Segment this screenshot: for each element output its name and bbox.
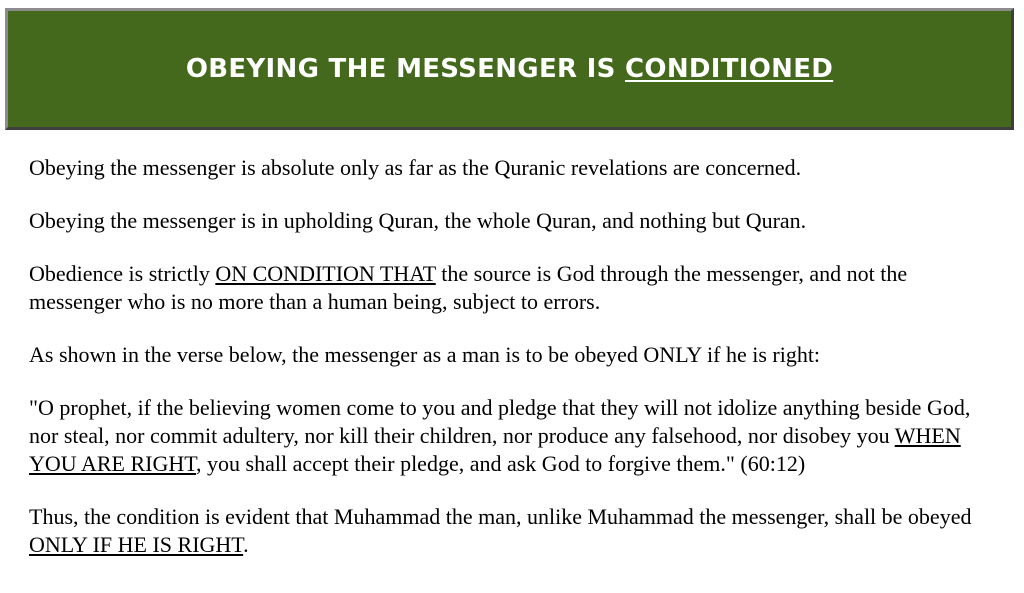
paragraph-absolute-obedience: Obeying the messenger is absolute only as far as the Quranic revelations are concerned.	[29, 155, 802, 180]
conclusion-after: .	[243, 532, 249, 557]
verse-quote-after: , you shall accept their pledge, and ask God to forgive them." (60:12)	[196, 451, 806, 476]
underlined-when-you-are-right: WHEN YOU ARE RIGHT	[29, 423, 961, 476]
underlined-only-if-he-is-right: ONLY IF HE IS RIGHT	[29, 532, 244, 557]
paragraph-condition-after: the source is God through the messenger, and not the messenger who is no more than a human being, subject to errors.	[29, 261, 908, 314]
paragraph-upholding-quran: Obeying the messenger is in upholding Quran, the whole Quran, and nothing but Quran.	[29, 208, 807, 233]
page-title	[186, 54, 833, 84]
paragraph-condition-before: Obedience is strictly	[29, 261, 216, 286]
paragraph-condition	[29, 260, 1004, 316]
page-title-emphasis: CONDITIONED	[625, 54, 834, 84]
page-title-prefix: OBEYING THE MESSENGER IS	[185, 54, 626, 84]
article-body	[29, 154, 1004, 584]
conclusion-before: Thus, the condition is evident that Muhammad the man, unlike Muhammad the messenger, shall be obeyed	[29, 504, 972, 529]
paragraph-verse-quote	[29, 394, 1004, 478]
paragraph-verse-intro: As shown in the verse below, the messenger as a man is to be obeyed ONLY if he is right:	[29, 342, 821, 367]
verse-quote-before: "O prophet, if the believing women come to you and pledge that they will not idolize anything beside God, nor steal, nor commit adultery, nor kill their children, nor produce any falsehood, nor disobey you	[29, 395, 971, 448]
title-banner	[5, 8, 1014, 130]
underlined-on-condition-that: ON CONDITION THAT	[215, 261, 436, 286]
paragraph-conclusion	[29, 503, 1004, 559]
